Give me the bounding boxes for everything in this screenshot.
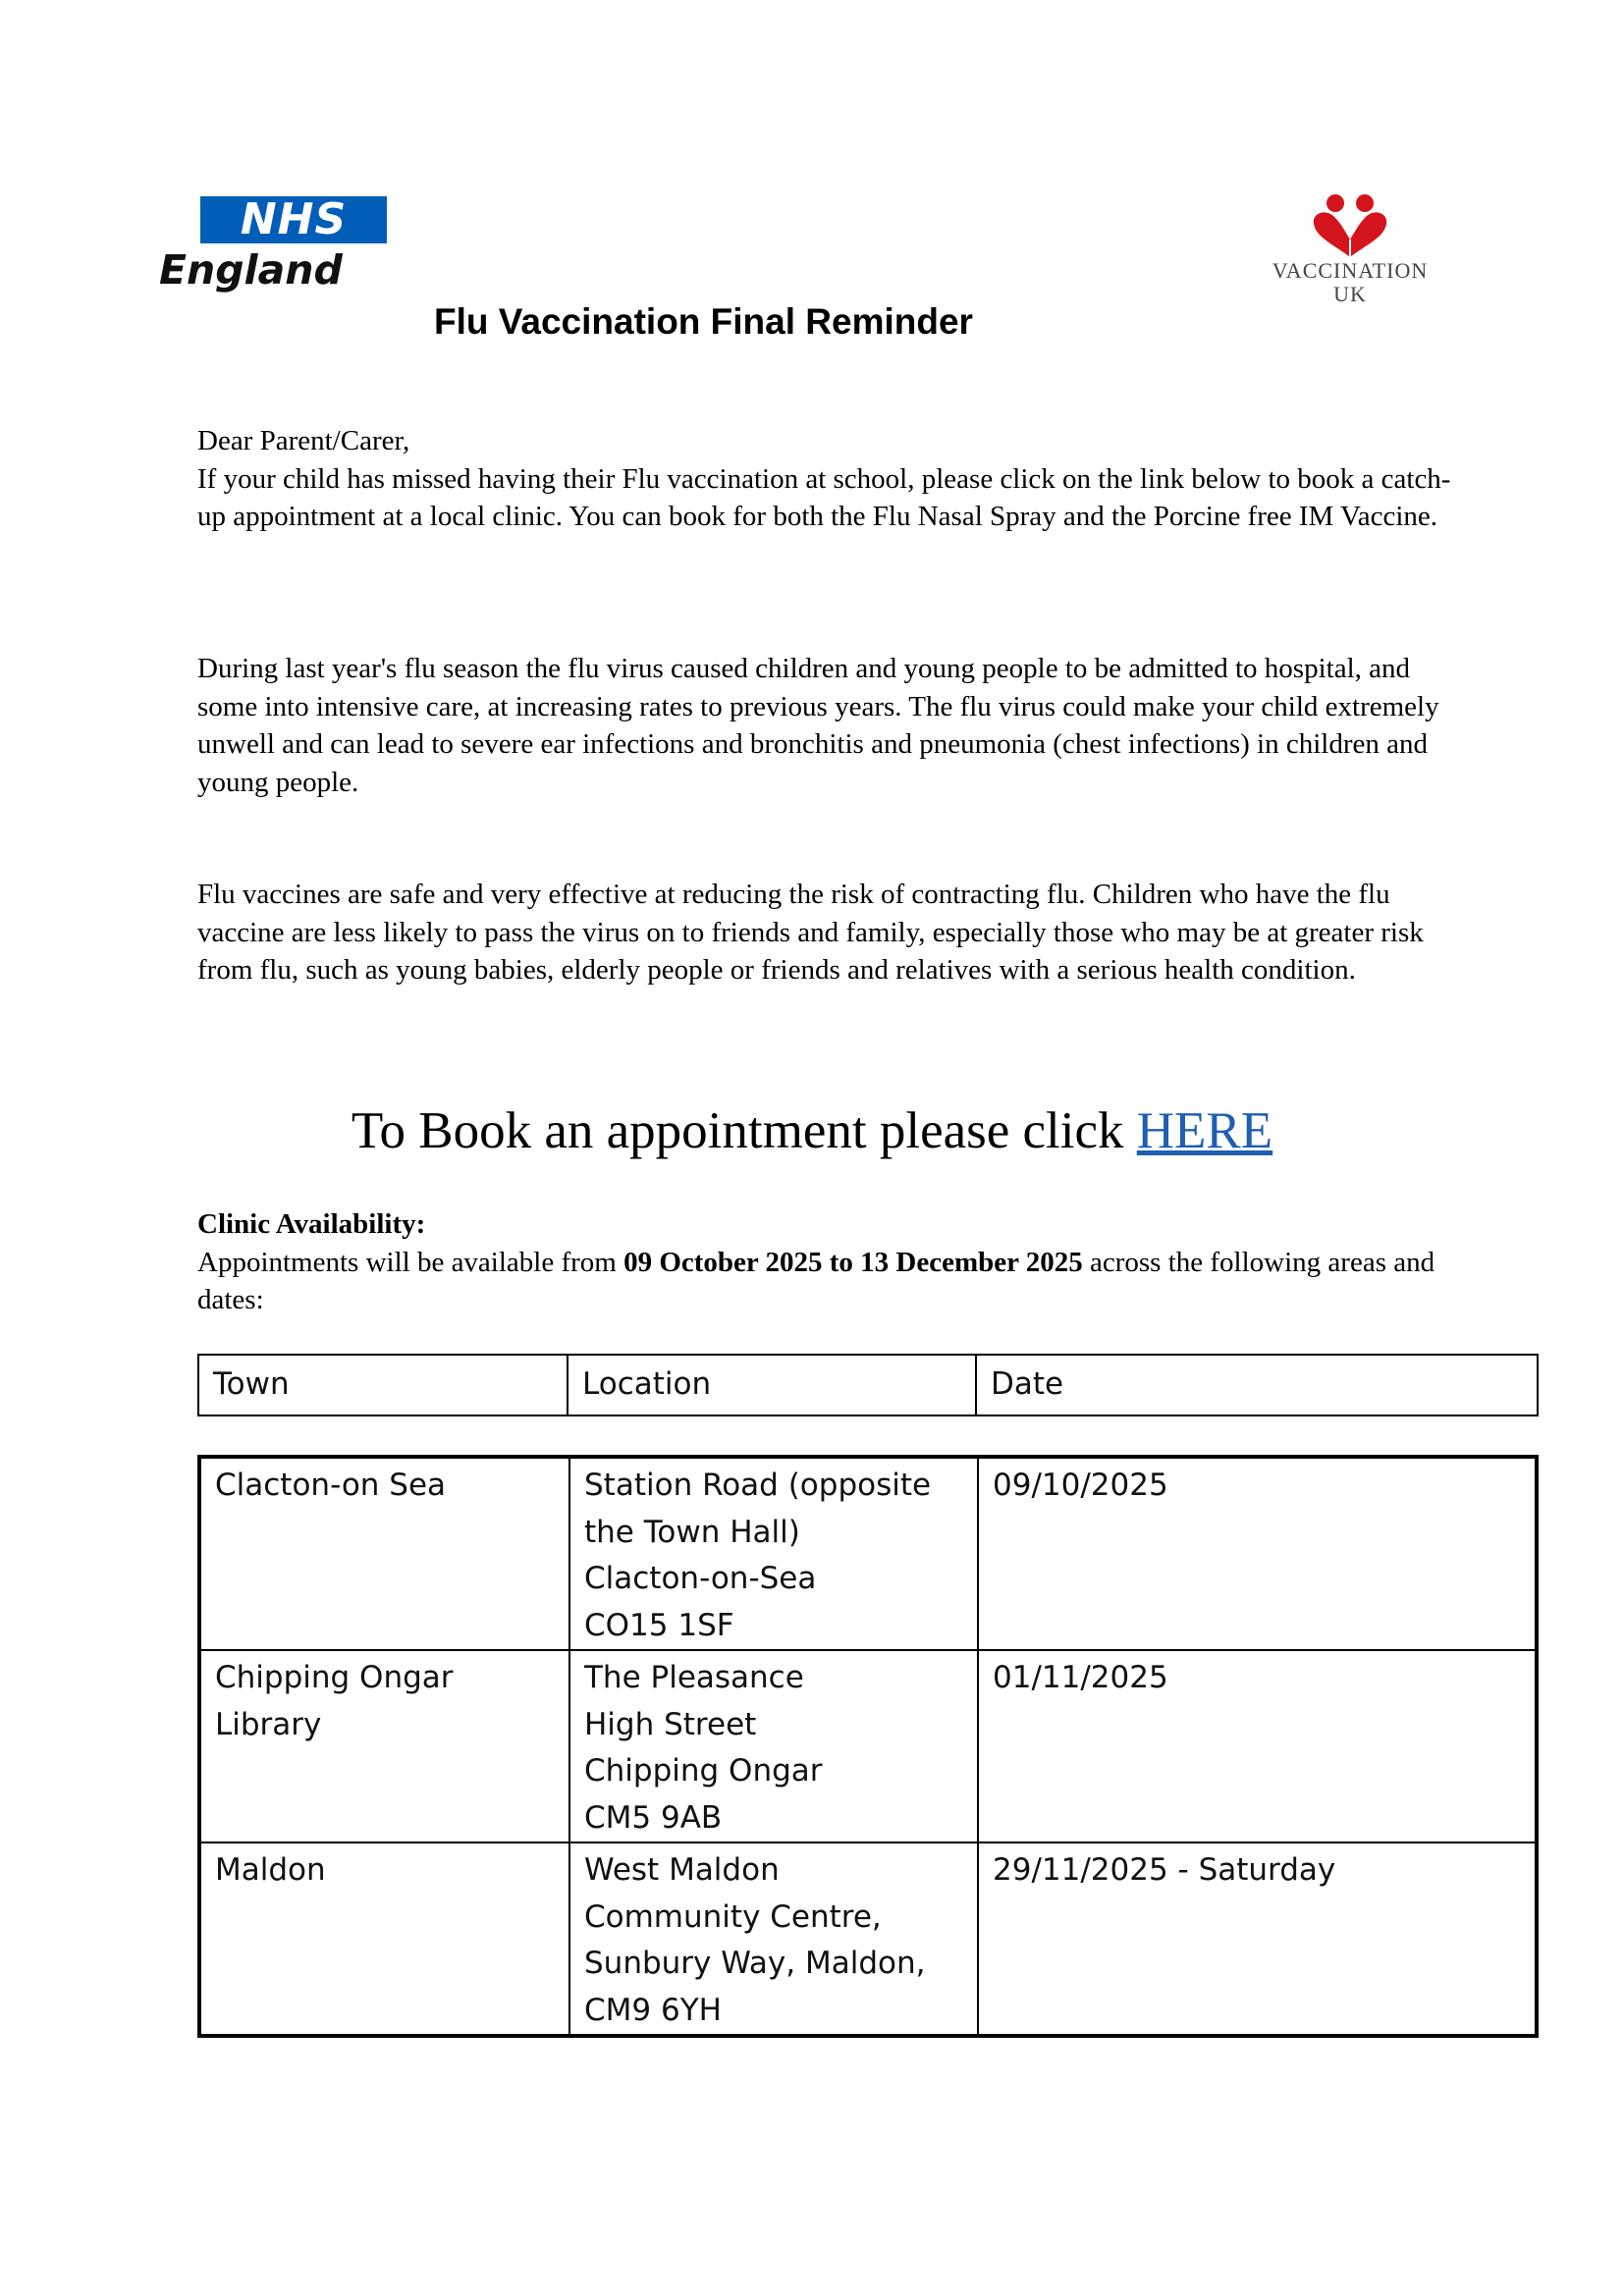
- availability-intro-start: Appointments will be available from: [197, 1246, 624, 1278]
- intro-paragraph: [197, 422, 1474, 536]
- date-cell: 09/10/2025: [978, 1457, 1537, 1650]
- booking-call-to-action: [0, 1099, 1624, 1162]
- location-line: Chipping Ongar: [584, 1753, 823, 1789]
- town-line: Chipping Ongar: [215, 1660, 454, 1695]
- availability-heading: Clinic Availability:: [197, 1208, 426, 1240]
- booking-text: To Book an appointment please click: [351, 1102, 1137, 1159]
- location-line: the Town Hall): [584, 1514, 800, 1550]
- clinic-availability: [197, 1205, 1474, 1319]
- location-line: West Maldon: [584, 1852, 780, 1888]
- town-line: Clacton-on Sea: [215, 1468, 447, 1503]
- location-line: High Street: [584, 1706, 757, 1742]
- town-line: Library: [215, 1706, 322, 1742]
- location-line: Community Centre,: [584, 1898, 882, 1935]
- clinic-table-header: [197, 1354, 1539, 1416]
- vaccination-uk-line1: VACCINATION: [1272, 258, 1429, 283]
- red-hearts-icon: [1308, 194, 1392, 259]
- nhs-england-logo: [159, 196, 348, 293]
- greeting: Dear Parent/Carer,: [197, 425, 410, 456]
- town-cell: [199, 1457, 569, 1650]
- location-line: Sunbury Way, Maldon,: [584, 1946, 926, 1981]
- location-cell: [569, 1842, 978, 2036]
- nhs-logo-box: NHS: [200, 196, 387, 243]
- location-line: Station Road (opposite: [584, 1468, 932, 1503]
- town-line: Maldon: [215, 1852, 326, 1888]
- date-cell: 01/11/2025: [978, 1650, 1537, 1842]
- location-line: CM5 9AB: [584, 1799, 723, 1836]
- header-row: [198, 1355, 1538, 1415]
- location-line: The Pleasance: [584, 1660, 804, 1695]
- table-row: [199, 1650, 1537, 1842]
- town-cell: [199, 1842, 569, 2036]
- town-cell: [199, 1650, 569, 1842]
- paragraph-flu-season: During last year's flu season the flu virus caused children and young people to be admitted to hospital, and some into intensive care, at increasing rates to previous years. The flu virus could make your child extremely unwell and can lead to severe ear infections and bronchitis and pneumonia (chest infections) in children and young people.: [197, 653, 1439, 798]
- header-town: Town: [198, 1355, 568, 1415]
- location-cell: [569, 1650, 978, 1842]
- nhs-logo-region: England: [159, 246, 343, 294]
- booking-link[interactable]: HERE: [1136, 1102, 1273, 1159]
- header-location: Location: [568, 1355, 976, 1415]
- date-cell: 29/11/2025 - Saturday: [978, 1842, 1537, 2036]
- location-line: CO15 1SF: [584, 1607, 734, 1643]
- paragraph-vaccine-safety: Flu vaccines are safe and very effective at reducing the risk of contracting flu. Children who have the flu vaccine are less likely to pass the virus on to friends and family, especially those who may be at greater risk from flu, such as young babies, elderly people or friends and relatives with a serious health condition.: [197, 879, 1424, 987]
- page-title: Flu Vaccination Final Reminder: [434, 301, 973, 342]
- location-line: Clacton-on-Sea: [584, 1561, 817, 1596]
- clinic-table: [197, 1455, 1539, 2038]
- vaccination-uk-logo: [1257, 194, 1443, 306]
- paragraph-missed-vaccination: If your child has missed having their Flu vaccination at school, please click on the link below to book a catch-up appointment at a local clinic. You can book for both the Flu Nasal Spray and the Porcine free IM Vaccine.: [197, 462, 1451, 533]
- availability-date-range: 09 October 2025 to 13 December 2025: [623, 1246, 1083, 1278]
- table-row: [199, 1457, 1537, 1650]
- availability-intro-end: across the following areas and dates:: [197, 1246, 1435, 1316]
- location-line: CM9 6YH: [584, 1992, 722, 2028]
- location-cell: [569, 1457, 978, 1650]
- table-row: [199, 1842, 1537, 2036]
- header-date: Date: [976, 1355, 1538, 1415]
- vaccination-uk-line2: UK: [1333, 282, 1367, 306]
